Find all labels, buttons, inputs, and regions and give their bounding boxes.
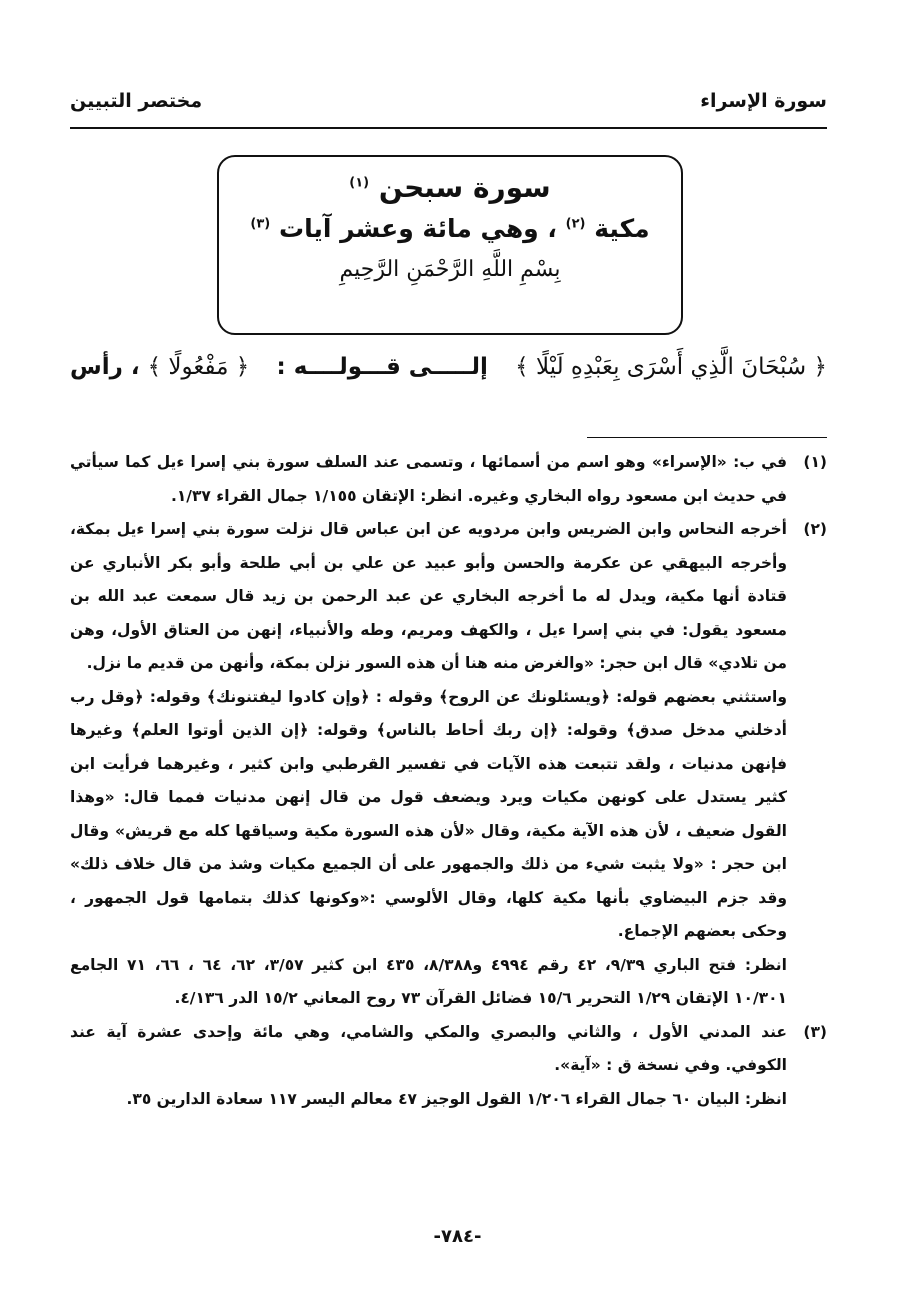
page-number: -٧٨٤- (433, 1226, 482, 1247)
verse-end: ﴿ مَفْعُولًا ﴾ (147, 354, 250, 380)
footnote-paragraph: انظر: البيان ٦٠ جمال القراء ١/٢٠٦ القول الوجيز ٤٧ معالم اليسر ١١٧ سعادة الدارين ٣٥. (126, 1089, 787, 1108)
footnote-paragraph: أخرجه النحاس وابن الضريس وابن مردويه عن ابن عباس قال نزلت سورة بني إسرا ءيل بمكة، وأخرجه البيهقي عن عكرمة والحسن وأبو عبيد عن علي بن أبي طلحة وأبو بكر الأنباري عن قتادة أنها مكية، ويدل له ما أخرجه البخاري عن عبد الرحمن بن زيد قال سمعت عبد الله بن مسعود يقول: في بني إسرا ءيل ، والكهف ومريم، وطه والأنبياء، إنهن من العتاق الأول، وهن من تلادي» قال ابن حجر: «والغرض منه هنا أن هذه السور نزلن بمكة، وأنهن من قديم ما نزل. (70, 520, 787, 672)
ayat-count: ، وهي مائة وعشر آيات (278, 214, 557, 243)
surah-info (219, 214, 681, 243)
footnote-1 (70, 446, 827, 513)
header-surah-name: سورة الإسراء (700, 90, 827, 112)
verse-end-group (70, 354, 249, 380)
surah-title-box (217, 155, 683, 335)
footnote-ref-3: (٣) (250, 216, 271, 232)
surah-title (219, 171, 681, 204)
ras-label: ، رأس (70, 354, 140, 380)
footnote-paragraph: في ب: «الإسراء» وهو اسم من أسمائها ، وتسمى عند السلف سورة بني إسرا ءيل كما سيأتي في حديث ابن مسعود رواه البخاري وغيره. انظر: الإتقان ١/١٥٥ جمال القراء ١/٣٧. (70, 453, 787, 505)
header-rule (70, 127, 827, 129)
footnote-body (70, 513, 787, 1016)
footnote-paragraph: عند المدني الأول ، والثاني والبصري والمكي والشامي، وهي مائة وإحدى عشرة آية عند الكوفي. وفي نسخة ق : «آية». (70, 1022, 787, 1074)
footnote-paragraph: واستثني بعضهم قوله: ﴿ويسئلونك عن الروح﴾ وقوله : ﴿وإن كادوا ليفتنونك﴾ وقوله: ﴿وقل رب أدخلني مدخل صدق﴾ وقوله: ﴿إن ربك أحاط بالناس﴾ وقوله: ﴿إن الذين أوتوا العلم﴾ وغيرها فإنهن مدنيات ، ولقد تتبعت هذه الآيات في تفسير القرطبي وابن كثير ، وغيرهما فرأيت ابن كثير يستدل على كونهن مكيات ويرد ويضعف قول من قال إنهن مدنيات فمما قال: «وهذا القول ضعيف ، لأن هذه الآية مكية، وقال «لأن هذه السورة مكية وسياقها كله مع قريش» وقال ابن حجر : «ولا يثبت شيء من ذلك والجمهور على أن الجميع مكيات وشذ من قال خلاف ذلك» وقد جزم البيضاوي بأنها مكية كلها، وقال الألوسي :«وكونها كذلك بتمامها قول الجمهور ، وحكى بعضهم الإجماع. (70, 687, 787, 940)
footnote-number: (١) (803, 453, 827, 471)
footnote-number: (٢) (803, 520, 827, 538)
footnote-ref-1: (١) (349, 175, 370, 191)
footnote-ref-2: (٢) (565, 216, 586, 232)
footnote-separator (587, 437, 827, 438)
makkiyya-label: مكية (594, 214, 650, 243)
footnote-body (70, 1016, 787, 1117)
footnotes (70, 446, 827, 1116)
footnote-body (70, 446, 787, 513)
footnote-number: (٣) (803, 1022, 827, 1041)
header-book-title: مختصر التبيين (70, 90, 203, 112)
footnote-paragraph: انظر: فتح الباري ٩/٣٩، ٤٢ رقم ٤٩٩٤ و٨/٣٨٨، ٤٣٥ ابن كثير ٣/٥٧، ٦٢، ٦٤ ، ٦٦، ٧١ الجامع ١٠/٣٠١ الإتقان ١/٢٩ التحرير ١٥/٦ فضائل القرآن ٧٣ روح المعاني ١٥/٢ الدر ٤/١٣٦. (70, 955, 787, 1007)
surah-title-text: سورة سبحن (378, 171, 551, 204)
verse-range-line (70, 354, 827, 380)
verse-start: ﴿ سُبْحَانَ الَّذِي أَسْرَى بِعَبْدِهِ لَيْلًا ﴾ (515, 354, 827, 380)
footnote-2 (70, 513, 827, 1016)
footnote-3 (70, 1016, 827, 1117)
to-his-saying: إلـــــى قـــولــــه : (276, 354, 488, 380)
basmala: بِسْمِ اللَّهِ الرَّحْمَنِ الرَّحِيمِ (339, 257, 561, 282)
